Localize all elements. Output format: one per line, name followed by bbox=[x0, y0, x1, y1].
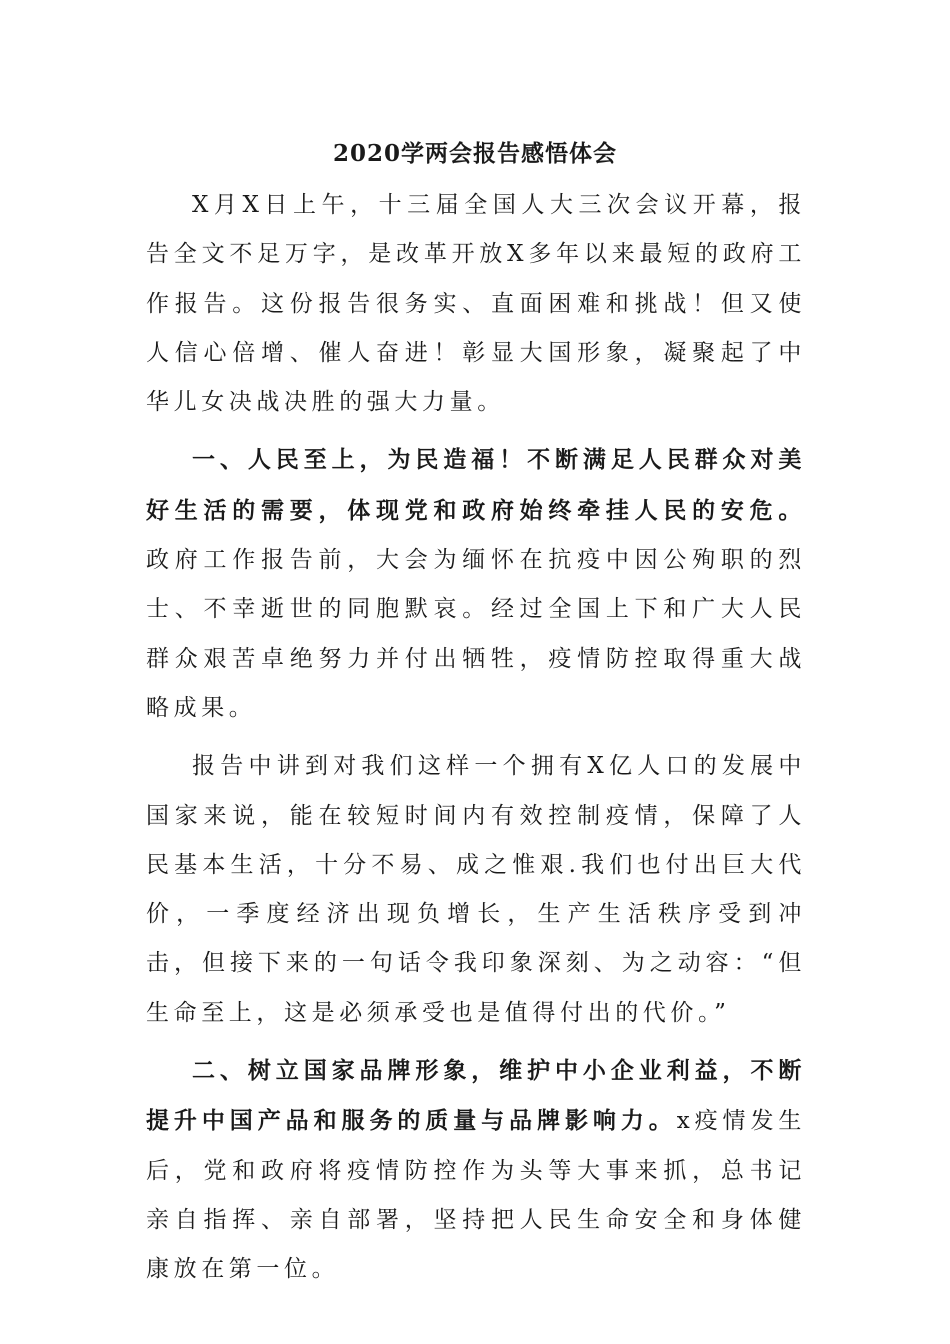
paragraph-1 bbox=[146, 180, 806, 427]
document-body bbox=[146, 180, 806, 1295]
document-title: 2020学两会报告感悟体会 bbox=[332, 140, 617, 167]
paragraph-3-text: 报告中讲到对我们这样一个拥有X亿人口的发展中国家来说，能在较短时间内有效控制疫情，保障了人民基本生活，十分不易、成之惟艰.我们也付出巨大代价，一季度经济出现负增长，生产生活秩序受到冲击，但接下来的一句话令我印象深刻、为之动容：“但生命至上，这是必须承受也是值得付出的代价。” bbox=[146, 753, 806, 1026]
paragraph-2-heading: 一、人民至上，为民造福！不断满足人民群众对美好生活的需要，体现党和政府始终牵挂人民的安危。 bbox=[146, 446, 806, 524]
paragraph-4-text: x疫情发生后，党和政府将疫情防控作为头等大事来抓，总书记亲自指挥、亲自部署，坚持把人民生命安全和身体健康放在第一位。 bbox=[146, 1108, 806, 1283]
paragraph-4 bbox=[146, 1046, 806, 1294]
paragraph-2-text: 政府工作报告前，大会为缅怀在抗疫中因公殉职的烈士、不幸逝世的同胞默哀。经过全国上下和广大人民群众艰苦卓绝努力并付出牺牲，疫情防控取得重大战略成果。 bbox=[146, 547, 806, 721]
paragraph-1-text: X月X日上午，十三届全国人大三次会议开幕，报告全文不足万字，是改革开放X多年以来最短的政府工作报告。这份报告很务实、直面困难和挑战！但又使人信心倍增、催人奋进！彰显大国形象，凝聚起了中华儿女决战决胜的强大力量。 bbox=[146, 192, 806, 416]
paragraph-3 bbox=[146, 741, 806, 1038]
paragraph-4-heading: 二、树立国家品牌形象，维护中小企业利益，不断提升中国产品和服务的质量与品牌影响力。 bbox=[146, 1057, 806, 1135]
paragraph-2 bbox=[146, 435, 806, 733]
